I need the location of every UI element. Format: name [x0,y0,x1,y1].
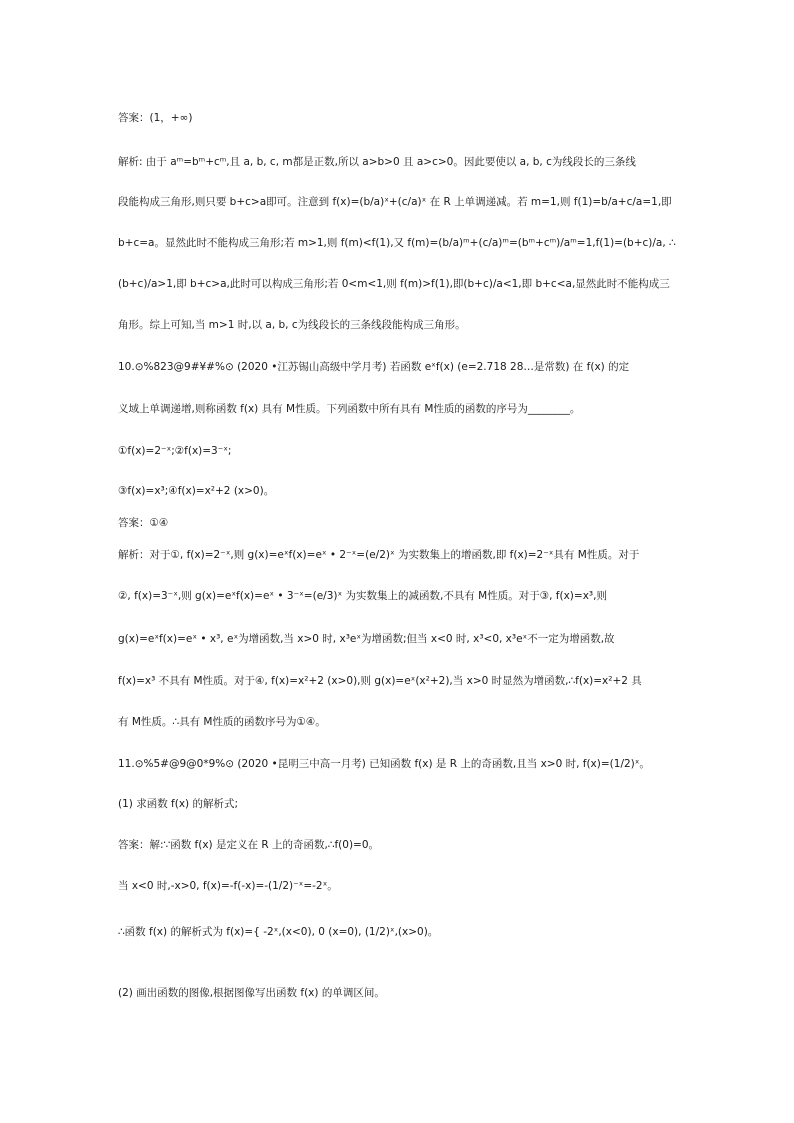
answer-11-line-1: 答案：解:∵函数 f(x) 是定义在 R 上的奇函数,∴f(0)=0。 [118,839,380,851]
analysis-10-line-2: ②, f(x)=3⁻ˣ,则 g(x)=eˣf(x)=eˣ • 3⁻ˣ=(e/3)ˣ 为实数集上的减函数,不具有 M性质。对于③, f(x)=x³,则 [118,590,607,602]
answer-11-line-2: 当 x<0 时,-x>0, f(x)=-f(-x)=-(1/2)⁻ˣ=-2ˣ。 [118,880,338,892]
question-11-part-2: (2) 画出函数的图像,根据图像写出函数 f(x) 的单调区间。 [118,987,385,999]
analysis-10-line-4: f(x)=x³ 不具有 M性质。对于④, f(x)=x²+2 (x>0),则 g(x)=eˣ(x²+2),当 x>0 时显然为增函数,∴f(x)=x²+2 具 [118,675,642,687]
question-11: 11.⊙%5#@9@0*9%⊙ (2020 •昆明三中高一月考) 已知函数 f(x) 是 R 上的奇函数,且当 x>0 时, f(x)=(1/2)ˣ。 [118,758,650,770]
analysis-10-line-5: 有 M性质。∴具有 M性质的函数序号为①④。 [118,716,326,728]
question-10-options-1: ①f(x)=2⁻ˣ;②f(x)=3⁻ˣ; [118,445,232,457]
analysis-9-line-2: 段能构成三角形,则只要 b+c>a即可。注意到 f(x)=(b/a)ˣ+(c/a)ˣ 在 R 上单调递减。若 m=1,则 f(1)=b/a+c/a=1,即 [118,196,672,208]
analysis-9-line-3: b+c=a。显然此时不能构成三角形;若 m>1,则 f(m)<f(1),又 f(m)=(b/a)ᵐ+(c/a)ᵐ=(bᵐ+cᵐ)/aᵐ=1,f(1)=(b+c)/a, ∴ [118,237,676,249]
analysis-9-line-5: 角形。综上可知,当 m>1 时,以 a, b, c为线段长的三条线段能构成三角形。 [118,319,466,331]
answer-9: 答案：(1，+∞) [118,112,193,124]
answer-10: 答案：①④ [118,517,169,529]
question-10-line-2: 义域上单调递增,则称函数 f(x) 具有 M性质。下列函数中所有具有 M性质的函数的序号为________。 [118,403,581,415]
question-10-line-1: 10.⊙%823@9#¥#%⊙ (2020 •江苏锡山高级中学月考) 若函数 eˣf(x) (e=2.718 28…是常数) 在 f(x) 的定 [118,361,630,373]
question-11-part-1: (1) 求函数 f(x) 的解析式; [118,798,239,810]
question-10-options-2: ③f(x)=x³;④f(x)=x²+2 (x>0)。 [118,485,275,497]
answer-11-piecewise: ∴函数 f(x) 的解析式为 f(x)={ -2ˣ,(x<0), 0 (x=0), (1/2)ˣ,(x>0)。 [118,926,439,938]
analysis-10-line-1: 解析：对于①, f(x)=2⁻ˣ,则 g(x)=eˣf(x)=eˣ • 2⁻ˣ=(e/2)ˣ 为实数集上的增函数,即 f(x)=2⁻ˣ具有 M性质。对于 [118,549,640,561]
analysis-9-line-1: 解析: 由于 aᵐ=bᵐ+cᵐ,且 a, b, c, m都是正数,所以 a>b>0 且 a>c>0。因此要使以 a, b, c为线段长的三条线 [118,156,636,168]
analysis-9-line-4: (b+c)/a>1,即 b+c>a,此时可以构成三角形;若 0<m<1,则 f(m)>f(1),即(b+c)/a<1,即 b+c<a,显然此时不能构成三 [118,278,670,290]
analysis-10-line-3: g(x)=eˣf(x)=eˣ • x³, eˣ为增函数,当 x>0 时, x³eˣ为增函数;但当 x<0 时, x³<0, x³eˣ不一定为增函数,故 [118,633,615,645]
